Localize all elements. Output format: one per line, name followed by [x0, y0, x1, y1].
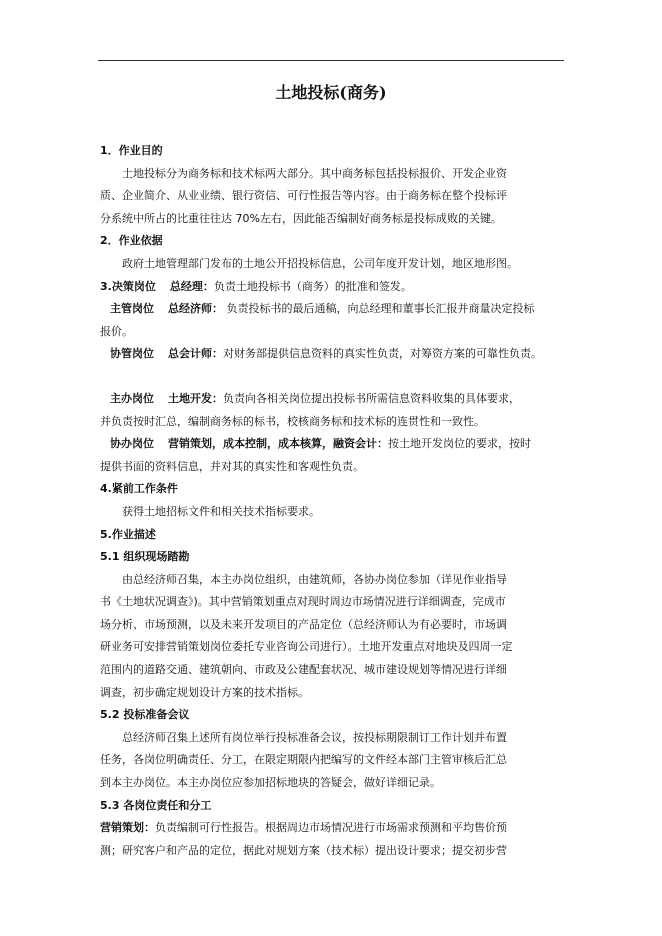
s3-lead-line — [100, 298, 570, 321]
document-title: 土地投标(商务) — [275, 83, 387, 102]
s3-host-line — [100, 388, 570, 411]
decide-role: 总经理： — [169, 279, 214, 293]
header-rule — [98, 60, 564, 61]
s51-line-6: 调查，初步确定规划设计方案的技术指标。 — [100, 685, 309, 699]
s3-lead-line-2: 报价。 — [100, 324, 133, 338]
s3-decide-line — [100, 276, 570, 299]
s51-line-4: 研业务可安排营销策划岗位委托专业咨询公司进行）。土地开发重点对地块及四周一定 — [100, 640, 513, 654]
coop-roles: 营销策划，成本控制，成本核算，融资会计： — [168, 437, 388, 451]
host-text: 负责向各相关岗位提出投标书所需信息资料收集的具体要求， — [223, 391, 520, 405]
s3-coop-line-2: 提供书面的资料信息，并对其的真实性和客观性负责。 — [100, 459, 364, 473]
coop-text: 按土地开发岗位的要求，按时 — [388, 437, 531, 451]
s53-role: 营销策划： — [100, 821, 155, 835]
section-5-3-heading: 5.3 各岗位责任和分工 — [100, 798, 212, 812]
s52-line-3: 到本主办岗位。本主办岗位应参加招标地块的答疑会，做好详细记录。 — [100, 776, 441, 790]
s51-line-3: 场分析、市场预测，以及未来开发项目的产品定位（总经济师认为有必要时，市场调 — [100, 617, 507, 631]
s52-line-1: 总经济师召集上述所有岗位举行投标准备会议，按投标期限制订工作计划并布置 — [122, 730, 507, 744]
s1-line-1: 土地投标分为商务标和技术标两大部分。其中商务标包括投标报价、开发企业资 — [122, 166, 507, 180]
s4-line-1: 获得土地招标文件和相关技术指标要求。 — [122, 504, 320, 518]
s51-line-2: 书《土地状况调查》)。其中营销策划重点对现时周边市场情况进行详细调查，完成市 — [100, 595, 506, 609]
s3-host-line-2: 并负责按时汇总，编制商务标的标书，校核商务标和技术标的连贯性和一致性。 — [100, 414, 485, 428]
s2-line-1: 政府土地管理部门发布的土地公开招投标信息，公司年度开发计划，地区地形图。 — [122, 256, 518, 270]
s53-line-1 — [100, 817, 570, 840]
host-role: 土地开发： — [168, 391, 223, 405]
s3-assist-line — [100, 343, 570, 366]
assist-label: 协管岗位 — [110, 347, 154, 361]
s51-line-5: 范围内的道路交通、建筑朝向、市政及公建配套状况、城市建设规划等情况进行详细 — [100, 663, 507, 677]
coop-label: 协办岗位 — [110, 437, 154, 451]
s3-coop-line — [100, 433, 570, 456]
section-2-heading: 2．作业依据 — [100, 234, 163, 248]
s53-text: 负责编制可行性报告。根据周边市场情况进行市场需求预测和平均售价预 — [155, 821, 507, 835]
host-label: 主办岗位 — [110, 391, 154, 405]
s52-line-2: 任务，各岗位明确责任、分工，在限定期限内把编写的文件经本部门主管审核后汇总 — [100, 753, 507, 767]
lead-text: 负责投标书的最后通稿，向总经理和董事长汇报并商量决定投标 — [223, 302, 535, 316]
s1-line-2: 质、企业简介、从业业绩、银行资信、可行性报告等内容。由于商务标在整个投标评 — [100, 189, 507, 203]
spacer — [100, 366, 570, 388]
section-5-2-heading: 5.2 投标准备会议 — [100, 708, 190, 722]
section-3-heading: 3.决策岗位 — [100, 279, 156, 293]
decide-text: 负责土地投标书（商务）的批准和签发。 — [213, 279, 412, 293]
section-4-heading: 4.紧前工作条件 — [100, 482, 178, 496]
s51-line-1: 由总经济师召集，本主办岗位组织，由建筑师，各协办岗位参加（详见作业指导 — [122, 572, 507, 586]
document-body — [100, 140, 570, 862]
section-5-1-heading: 5.1 组织现场踏勘 — [100, 550, 190, 564]
assist-role: 总会计师： — [168, 347, 223, 361]
section-1-heading: 1．作业目的 — [100, 144, 163, 157]
s53-line-2: 测；研究客户和产品的定位，据此对规划方案（技术标）提出设计要求；提交初步营 — [100, 843, 507, 857]
lead-role: 总经济师： — [168, 302, 223, 316]
lead-label: 主管岗位 — [110, 302, 154, 316]
assist-text: 对财务部提供信息资料的真实性负责，对筹资方案的可靠性负责。 — [223, 347, 542, 361]
section-5-heading: 5.作业描述 — [100, 527, 156, 541]
s1-line-3: 分系统中所占的比重往往达 70%左右，因此能否编制好商务标是投标成败的关键。 — [100, 211, 502, 225]
